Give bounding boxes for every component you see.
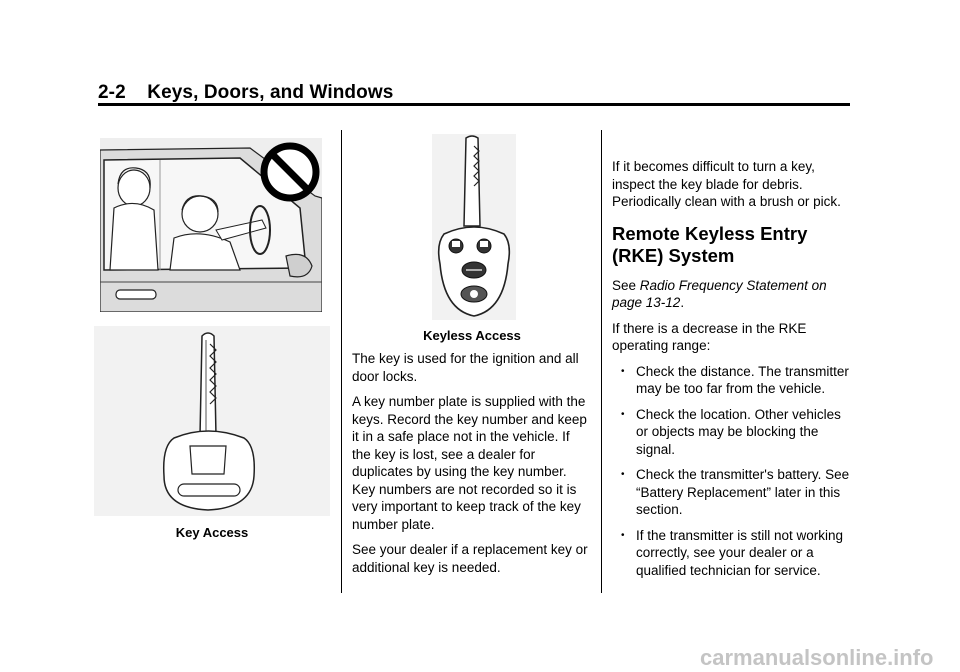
page-number: 2-2 — [98, 82, 126, 103]
radio-frequency-link[interactable]: Radio Frequency Statement on page 13-12 — [612, 277, 827, 310]
rke-section-title — [612, 223, 852, 267]
key-number-paragraph: A key number plate is supplied with the keys. Record the key number and keep it in a safe place not in the vehicle. If the key is lost, see a dealer for duplicates by using the key number. Key numbers are not recorded so it is very important to keep track of the key number plate. — [352, 394, 587, 532]
bullet-icon: • — [621, 469, 625, 480]
site-watermark: carmanualsonline.info — [700, 645, 934, 670]
keyless-access-caption: Keyless Access — [423, 328, 521, 343]
list-item-text: Check the distance. The transmitter may be too far from the vehicle. — [636, 363, 849, 396]
list-item-text: If the transmitter is still not working correctly, see your dealer or a qualified technician for service. — [636, 527, 844, 578]
ignition-paragraph: The key is used for the ignition and all door locks. — [352, 351, 579, 384]
bullet-icon: • — [621, 365, 625, 377]
range-decrease-paragraph: If there is a decrease in the RKE operating range: — [612, 320, 807, 353]
key-description-column — [352, 350, 592, 584]
key-debris-paragraph: If it becomes difficult to turn a key, inspect the key blade for debris. Periodically clean with a brush or pick. — [612, 159, 841, 209]
header-text — [98, 82, 393, 104]
column-divider-2 — [601, 130, 602, 593]
rke-column — [612, 158, 852, 587]
list-item — [612, 466, 852, 519]
children-in-car-illustration — [100, 138, 322, 312]
bullet-icon: • — [621, 529, 625, 541]
list-item-text: Check the transmitter's battery. See “Battery Replacement” later in this section. — [636, 467, 850, 517]
chapter-title: Keys, Doors, and Windows — [147, 82, 394, 103]
list-item — [612, 363, 852, 398]
key-access-caption: Key Access — [175, 525, 249, 540]
list-item-text: Check the location. Other vehicles or objects may be blocking the signal. — [636, 406, 841, 457]
bullet-icon: • — [621, 408, 625, 420]
rke-title-line-1: Remote Keyless Entry — [612, 222, 808, 244]
column-divider-1 — [341, 130, 342, 593]
range-checklist — [612, 363, 852, 580]
header-rule — [98, 103, 850, 106]
keyless-access-illustration — [432, 134, 516, 320]
see-reference-paragraph — [612, 277, 852, 312]
rke-title-line-2: (RKE) System — [612, 244, 735, 266]
see-prefix: See — [612, 277, 640, 293]
list-item — [612, 406, 852, 459]
key-access-illustration — [94, 326, 330, 516]
replacement-key-paragraph: See your dealer if a replacement key or additional key is needed. — [352, 542, 588, 575]
list-item — [612, 527, 852, 580]
see-suffix: . — [680, 295, 685, 310]
